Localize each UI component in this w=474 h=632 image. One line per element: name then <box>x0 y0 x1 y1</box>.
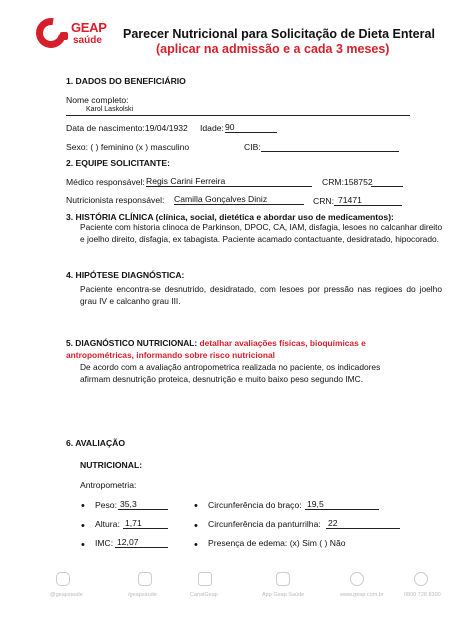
section-6-subheading: NUTRICIONAL: <box>80 460 143 470</box>
logo-text: GEAP <box>71 20 107 35</box>
bullet-icon: • <box>81 539 85 551</box>
section-3-heading: 3. HISTÓRIA CLÍNICA (clínica, social, dietética e abordar uso de medicamentos): <box>66 212 394 222</box>
page-title: Parecer Nutricional para Solicitação de Dieta Enteral <box>123 27 435 41</box>
bullet-icon: • <box>81 520 85 532</box>
nutricionista-field[interactable] <box>174 194 304 205</box>
braco-field[interactable] <box>305 499 379 510</box>
idade-field[interactable] <box>225 122 277 133</box>
medico-value: Regis Carini Ferreira <box>146 176 226 186</box>
nome-value: Karol Laskolski <box>86 106 134 113</box>
bullet-icon: • <box>194 539 198 551</box>
bullet-icon: • <box>194 520 198 532</box>
medico-field[interactable] <box>146 176 312 187</box>
footer-facebook: /geapsaude <box>128 592 157 598</box>
edema-label: Presença de edema: (x) Sim ( ) Não <box>208 538 346 548</box>
globe-icon <box>350 572 364 586</box>
altura-label: Altura: <box>95 519 120 529</box>
nome-label: Nome completo: <box>66 95 129 105</box>
nutricionista-label: Nutricionista responsável: <box>66 195 165 205</box>
section-4-heading: 4. HIPÓTESE DIAGNÓSTICA: <box>66 270 185 280</box>
crn-value: 71471 <box>338 195 362 205</box>
section-5-heading-block <box>66 338 386 361</box>
braco-label: Circunferência do braço: <box>208 500 302 510</box>
nome-field[interactable] <box>66 104 410 116</box>
app-icon <box>276 572 290 586</box>
section-6-heading: 6. AVALIAÇÃO <box>66 438 126 448</box>
imc-label: IMC: <box>95 538 114 548</box>
hipotese-text: Paciente encontra-se desnutrido, desidratado, com lesoes por pressão nas regioes do joelho grau IV e calcanho grau III. <box>80 284 442 306</box>
crm-field[interactable] <box>371 176 403 187</box>
footer-youtube: CanalGeap <box>190 592 218 598</box>
footer <box>50 572 450 612</box>
bullet-icon: • <box>194 500 198 512</box>
peso-label: Peso: <box>95 500 117 510</box>
geap-logo <box>36 16 106 56</box>
imc-value: 12,07 <box>117 537 139 547</box>
braco-value: 19,5 <box>307 499 324 509</box>
nutricionista-value: Camilla Gonçalves Diniz <box>174 194 268 204</box>
logo-dot <box>60 32 68 40</box>
footer-app: App Geap Saúde <box>262 592 305 598</box>
peso-field[interactable] <box>118 499 168 510</box>
bullet-icon: • <box>81 500 85 512</box>
idade-value: 90 <box>225 122 235 132</box>
footer-phone: 0800 728 8300 <box>404 592 441 598</box>
section-2-heading: 2. EQUIPE SOLICITANTE: <box>66 158 170 168</box>
youtube-icon <box>198 572 212 586</box>
cib-field[interactable] <box>261 141 399 152</box>
footer-website: www.geap.com.br <box>340 592 384 598</box>
page-subtitle: (aplicar na admissão e a cada 3 meses) <box>156 42 390 56</box>
medico-label: Médico responsável: <box>66 177 145 187</box>
historia-clinica-text: Paciente com historia clinoca de Parkinson, DPOC, CA, IAM, disfagia, lesoes no calcanhar direito e joelho direito, disfagia, ex tabagista. Paciente acamado contactuante, desidratado, hipocorado. <box>80 222 443 244</box>
facebook-icon <box>138 572 152 586</box>
section-5-heading: 5. DIAGNÓSTICO NUTRICIONAL: <box>66 338 198 348</box>
cib-label: CIB: <box>244 142 261 152</box>
altura-value: 1,71 <box>125 518 142 528</box>
section-1-heading: 1. DADOS DO BENEFICIÁRIO <box>66 76 186 86</box>
section-5-note: detalhar avaliações físicas, bioquímicas e antropométricas, informando sobre risco nutricional <box>66 338 366 360</box>
nascimento-label: Data de nascimento:19/04/1932 <box>66 123 188 133</box>
footer-instagram: @geapsaude <box>50 592 83 598</box>
panturrilha-label: Circunferência da panturrilha: <box>208 519 321 529</box>
instagram-icon <box>56 572 70 586</box>
altura-field[interactable] <box>123 518 168 529</box>
panturrilha-field[interactable] <box>326 518 400 529</box>
imc-field[interactable] <box>115 537 168 548</box>
sexo-label: Sexo: ( ) feminino (x ) masculino <box>66 142 190 152</box>
logo-subtext: saúde <box>73 35 102 46</box>
antropometria-label: Antropometria: <box>80 480 137 490</box>
peso-value: 35,3 <box>120 499 137 509</box>
phone-icon <box>414 572 428 586</box>
crn-label: CRN: <box>313 196 335 206</box>
diagnostico-text: De acordo com a avaliação antropometrica realizada no paciente, os indicadores afirmam desnutrição proteica, desnutrição e muito baixo peso segundo IMC. <box>80 362 381 384</box>
crm-label: CRM:158752 <box>322 177 373 187</box>
panturrilha-value: 22 <box>328 518 338 528</box>
idade-label: Idade: <box>200 123 224 133</box>
crn-field[interactable] <box>334 195 402 206</box>
